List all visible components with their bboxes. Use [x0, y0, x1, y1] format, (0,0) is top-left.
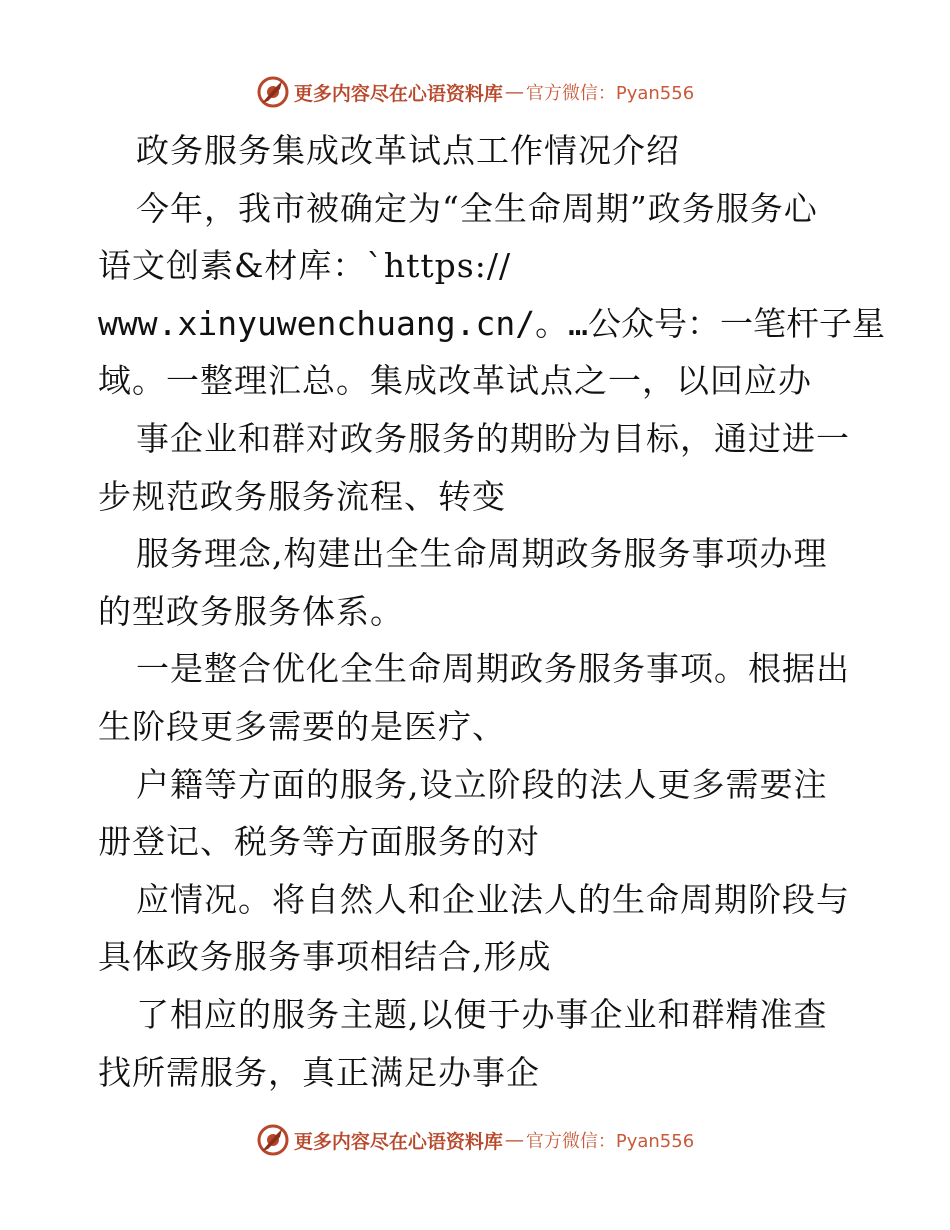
paragraph-line: 事企业和群对政务服务的期盼为目标，通过进一 — [136, 418, 850, 458]
paragraph-line: 生阶段更多需要的是医疗、 — [98, 706, 506, 746]
banner-title: 更多内容尽在心语资料库 — [293, 1130, 503, 1153]
paragraph-line: 册登记、税务等方面服务的对 — [98, 822, 540, 862]
paragraph-line: www.xinyuwenchuang.cn/。…公众号：一笔杆子星 — [98, 303, 885, 343]
quill-logo-icon — [256, 75, 290, 109]
paragraph-line: 步规范政务服务流程、转变 — [98, 476, 506, 516]
document-title-line: 政务服务集成改革试点工作情况介绍 — [136, 131, 680, 170]
paragraph-line: 的型政务服务体系。 — [98, 591, 404, 631]
banner-dash: — — [504, 81, 524, 103]
header-watermark-banner — [0, 72, 950, 112]
paragraph-line: 应情况。将自然人和企业法人的生命周期阶段与 — [136, 879, 850, 919]
paragraph-line: 一是整合优化全生命周期政务服务事项。根据出 — [136, 649, 850, 689]
banner-dash: — — [504, 1129, 524, 1151]
document-body — [98, 122, 885, 1101]
paragraph-line: 找所需服务，真正满足办事企 — [98, 1052, 540, 1092]
banner-title: 更多内容尽在心语资料库 — [293, 82, 503, 105]
banner-wechat: 官方微信：Pyan556 — [525, 83, 695, 104]
paragraph-line: 今年，我市被确定为“全生命周期”政务服务心 — [136, 188, 818, 228]
paragraph-line: 了相应的服务主题,以便于办事企业和群精准查 — [136, 994, 828, 1034]
paragraph-line: 服务理念,构建出全生命周期政务服务事项办理 — [136, 534, 828, 574]
banner-wechat: 官方微信：Pyan556 — [525, 1131, 695, 1152]
footer-watermark-banner — [0, 1120, 950, 1160]
paragraph-line: 语文创素&材库：`https:// — [98, 246, 512, 286]
paragraph-line: 域。一整理汇总。集成改革试点之一，以回应办 — [98, 361, 812, 401]
paragraph-line: 户籍等方面的服务,设立阶段的法人更多需要注 — [136, 764, 828, 804]
quill-logo-icon — [256, 1123, 290, 1157]
paragraph-line: 具体政务服务事项相结合,形成 — [98, 937, 552, 977]
